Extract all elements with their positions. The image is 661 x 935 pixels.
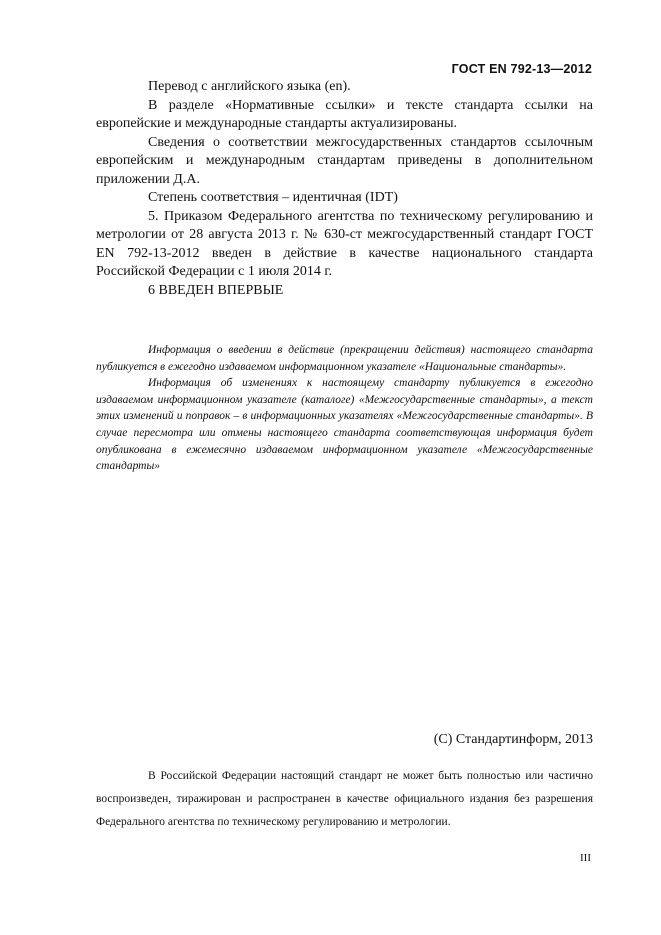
reproduction-notice-text: В Российской Федерации настоящий стандарт не может быть полностью или частично воспроизведен, тиражирован и распространен в качестве официального издания без разрешения Федерального агентства по техническому регулированию и метрологии. xyxy=(96,770,593,828)
info-paragraph-2: Информация об изменениях к настоящему стандарту публикуется в ежегодно издаваемом информационном указателе (каталоге) «Межгосударственные стандарты», а текст этих изменений и поправок – в информационных указателях «Межгосударственные стандарты». В случае пересмотра или отмены настоящего стандарта соответствующая информация будет опубликована в ежемесячно издаваемом информационном указателе «Межгосударственные стандарты» xyxy=(96,377,593,473)
reproduction-notice xyxy=(96,765,593,834)
publication-info-section xyxy=(96,342,593,475)
main-info-section xyxy=(96,78,593,300)
correspondence-note: Сведения о соответствии межгосударственных стандартов ссылочным европейским и международным стандартам приведены в дополнительном приложении Д.А. xyxy=(96,134,593,187)
page-number: III xyxy=(580,852,591,864)
order-paragraph: 5. Приказом Федерального агентства по техническому регулированию и метрологии от 28 августа 2013 г. № 630-ст межгосударственный стандарт ГОСТ EN 792-13-2012 введен в действие в качестве национального стандарта Российской Федерации с 1 июля 2014 г. xyxy=(96,208,593,279)
introduced-first-time: 6 ВВЕДЕН ВПЕРВЫЕ xyxy=(148,282,284,298)
standard-code-header: ГОСТ EN 792-13—2012 xyxy=(451,62,592,76)
copyright-line: (C) Стандартинформ, 2013 xyxy=(433,732,593,747)
references-note: В разделе «Нормативные ссылки» и тексте стандарта ссылки на европейские и международные стандарты актуализированы. xyxy=(96,97,593,131)
degree-of-correspondence: Степень соответствия – идентичная (IDT) xyxy=(148,190,398,205)
translation-note: Перевод с английского языка (en). xyxy=(148,79,351,94)
info-paragraph-1: Информация о введении в действие (прекращении действия) настоящего стандарта публикуется в ежегодно издаваемом информационном указателе «Национальные стандарты». xyxy=(96,344,593,373)
